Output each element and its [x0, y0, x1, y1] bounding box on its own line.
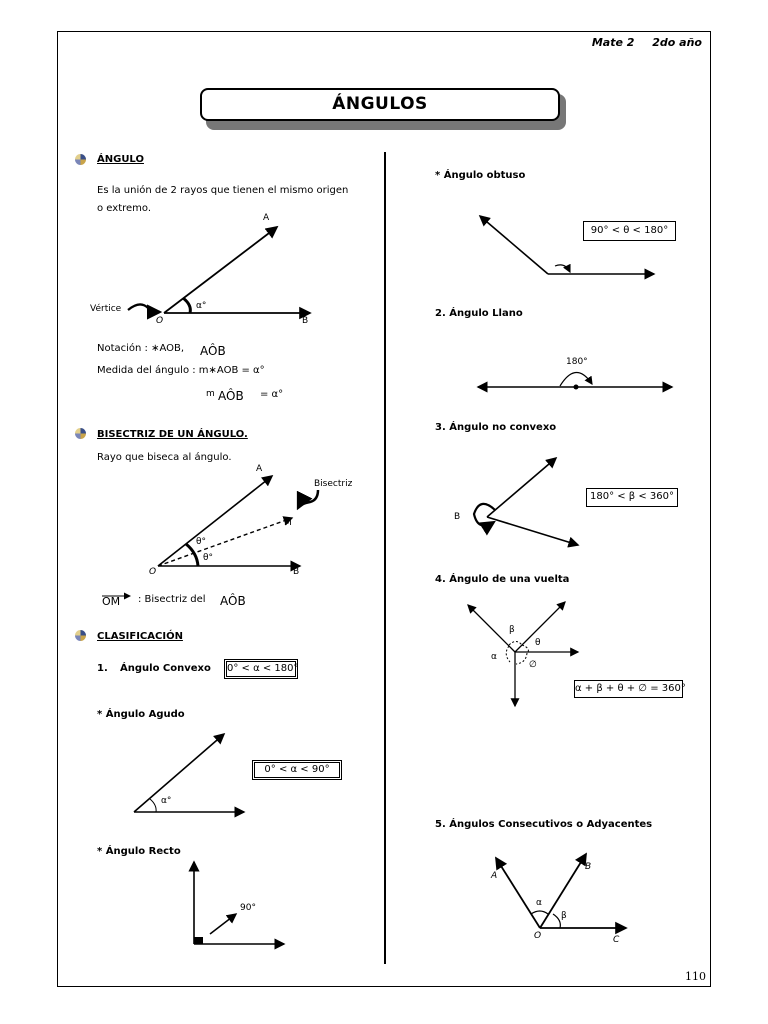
om-text: : Bisectriz del — [138, 594, 206, 605]
medida-label: Medida del ángulo : m∗AOB = α° — [97, 365, 265, 376]
obtuso-formula-box: 90° < θ < 180° — [583, 221, 676, 241]
angulo-definition-line2: o extremo. — [97, 203, 152, 214]
convexo-formula-box: 0° < α < 180° — [224, 659, 298, 679]
consec-arc-beta — [553, 914, 560, 928]
vuelta-phi: ∅ — [529, 660, 537, 670]
label-a: A — [263, 213, 270, 223]
vuelta-arc-beta — [509, 642, 522, 646]
vuelta-ray-up-left — [468, 605, 515, 652]
vuelta-arc-phi — [516, 653, 527, 664]
bis-ray-om — [158, 518, 292, 566]
bullet-icon — [75, 428, 86, 439]
label-o: O — [156, 316, 164, 326]
section-clasificacion-heading: CLASIFICACIÓN — [97, 631, 183, 642]
label-b: B — [302, 316, 309, 326]
llano-vertex — [574, 385, 579, 390]
vuelta-theta: θ — [535, 638, 541, 648]
noconvexo-ray-1 — [487, 458, 556, 517]
angulo-definition-line1: Es la unión de 2 rayos que tienen el mismo origen — [97, 185, 349, 196]
obtuso-label: * Ángulo obtuso — [435, 170, 526, 181]
consec-label-a: A — [491, 871, 498, 881]
obtuso-arc — [555, 265, 570, 272]
label-vertice: Vértice — [90, 304, 122, 314]
page-title: ÁNGULOS — [200, 88, 560, 121]
notacion-label: Notación : ∗AOB, — [97, 343, 185, 354]
section-bisectriz-heading: BISECTRIZ DE UN ÁNGULO. — [97, 429, 248, 440]
consec-label-b: B — [585, 862, 592, 872]
consec-label-o: O — [534, 931, 542, 941]
noconvexo-ray-2 — [487, 517, 578, 545]
recto-90-pointer — [210, 914, 236, 934]
obtuso-ray-1 — [480, 216, 548, 274]
vuelta-arc-theta — [522, 645, 528, 652]
medida-eq: = α° — [260, 389, 284, 400]
medida-symbol: AÔB — [218, 389, 244, 403]
section-angulo-heading: ÁNGULO — [97, 154, 144, 165]
noconvexo-label: 3. Ángulo no convexo — [435, 422, 557, 433]
bis-label-o: O — [149, 567, 157, 577]
consecutivos-label: 5. Ángulos Consecutivos o Adyacentes — [435, 819, 653, 830]
consec-alpha: α — [536, 898, 542, 908]
llano-180: 180° — [566, 357, 588, 367]
bis-label-b: B — [293, 567, 300, 577]
header-grade: 2do año — [652, 36, 702, 49]
bis-label-a: A — [256, 464, 263, 474]
page-number: 110 — [685, 970, 706, 983]
vuelta-label: 4. Ángulo de una vuelta — [435, 574, 570, 585]
agudo-formula-box: 0° < α < 90° — [252, 760, 342, 780]
convexo-number: 1. — [97, 663, 108, 674]
vuelta-formula-box: α + β + θ + ∅ = 360° — [574, 680, 683, 698]
noconvexo-formula-box: 180° < β < 360° — [586, 488, 678, 507]
om-symbol: AÔB — [220, 594, 246, 608]
om-label: OM — [102, 595, 121, 608]
notacion-symbol: AÔB — [200, 344, 226, 358]
vertice-arrow — [128, 304, 160, 312]
bis-ray-oa — [158, 476, 272, 566]
bisectriz-definition: Rayo que biseca al ángulo. — [97, 452, 232, 463]
agudo-label: * Ángulo Agudo — [97, 709, 185, 720]
recto-label: * Ángulo Recto — [97, 846, 181, 857]
consec-label-c: C — [613, 935, 620, 945]
vuelta-beta: β — [509, 625, 515, 635]
bullet-icon — [75, 630, 86, 641]
bis-label-theta-1: θ° — [196, 537, 207, 547]
consec-beta: β — [561, 911, 567, 921]
label-alpha: α° — [196, 301, 207, 311]
bisectriz-pointer — [298, 490, 318, 508]
agudo-alpha: α° — [161, 796, 172, 806]
llano-label: 2. Ángulo Llano — [435, 308, 523, 319]
agudo-arc — [150, 799, 156, 812]
llano-arc — [560, 372, 592, 386]
vuelta-arc-alpha — [506, 646, 510, 662]
bis-label-m: M — [284, 518, 292, 528]
noconvexo-label-b: B — [454, 512, 461, 522]
right-angle-mark — [194, 937, 203, 944]
consec-ray-oa — [496, 858, 540, 928]
agudo-ray-1 — [134, 734, 224, 812]
bis-label-bisectriz: Bisectriz — [314, 479, 353, 489]
header-subject: Mate 2 — [591, 36, 635, 49]
convexo-label: Ángulo Convexo — [120, 663, 211, 674]
medida-m: m — [206, 389, 215, 399]
noconvexo-arc — [474, 504, 495, 526]
bis-label-theta-2: θ° — [203, 553, 214, 563]
vuelta-alpha: α — [491, 652, 497, 662]
consec-arc-alpha — [531, 911, 548, 914]
recto-90: 90° — [240, 903, 256, 913]
angle-arc — [183, 298, 190, 313]
ray-oa — [164, 227, 277, 313]
